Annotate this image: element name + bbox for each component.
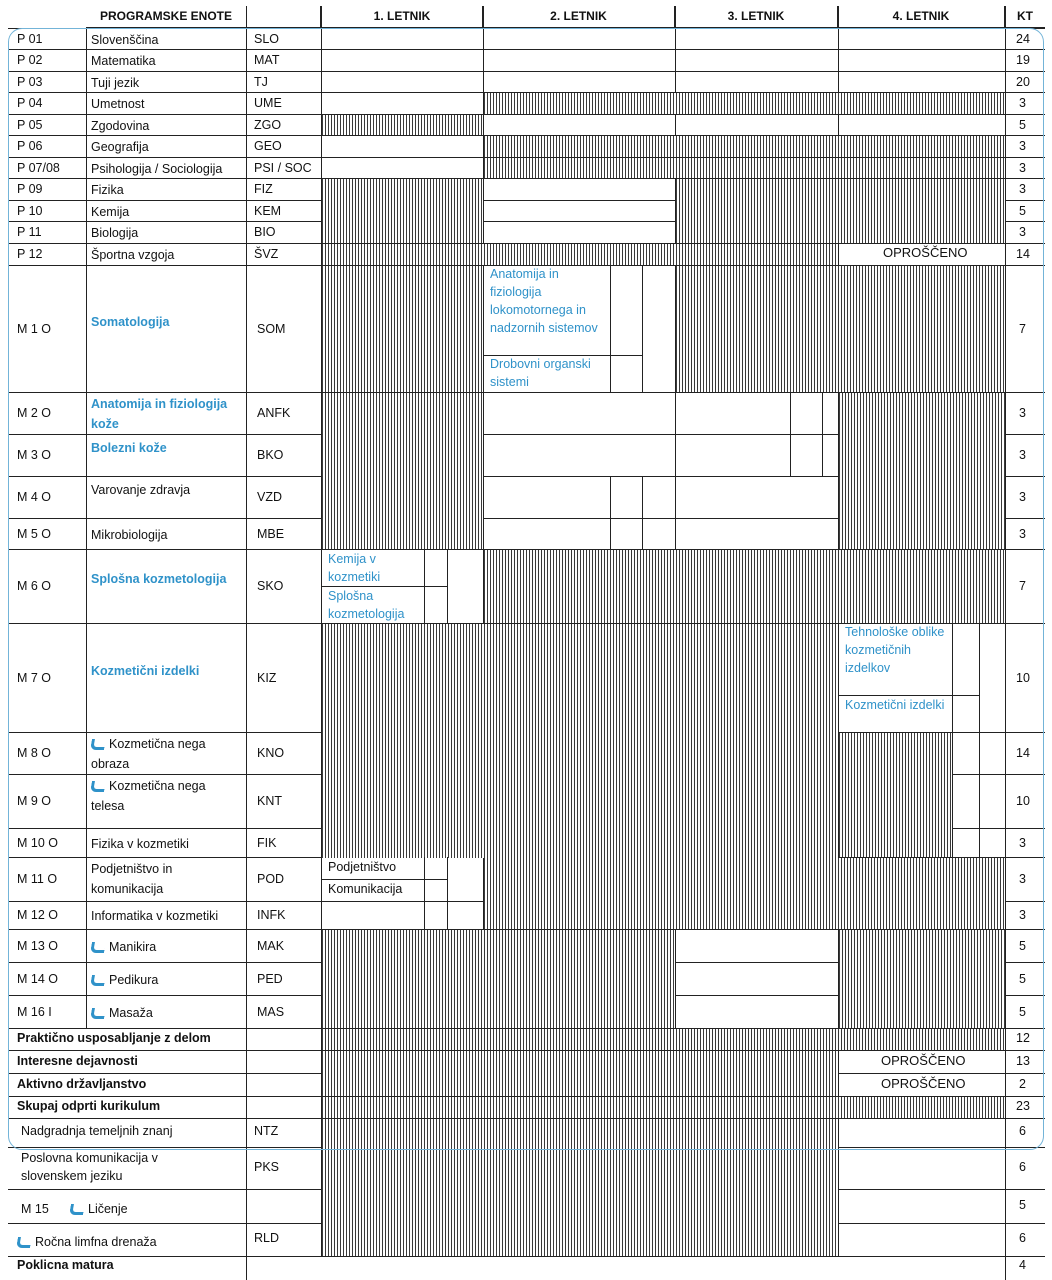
row-kt: 14 xyxy=(1016,746,1030,760)
sko-split-2 xyxy=(447,549,448,623)
row-name-text: Zgodovina xyxy=(91,118,150,133)
row-code: M 9 O xyxy=(17,794,52,808)
row-kt: 5 xyxy=(1019,203,1026,218)
row-code: M 7 O xyxy=(17,670,52,685)
hatch-pod xyxy=(484,858,1005,929)
rld-kt: 6 xyxy=(1019,1231,1026,1245)
kiz-split-1 xyxy=(952,623,953,857)
ntz-label: Nadgradnja temeljnih znanj xyxy=(21,1124,173,1138)
row-code: P 04 xyxy=(17,96,43,110)
row-name xyxy=(91,73,241,93)
ad-oprosceno: OPROŠČENO xyxy=(881,1076,966,1091)
mak-sub-line-2 xyxy=(676,995,838,996)
row-code: M 10 O xyxy=(17,835,58,850)
row-abbr: BKO xyxy=(257,448,284,462)
row-kt: 3 xyxy=(1019,139,1026,153)
row-kt: 5 xyxy=(1019,1004,1026,1019)
row-kt: 3 xyxy=(1019,160,1026,175)
row-name-text: Somatologija xyxy=(91,314,170,329)
row-name xyxy=(91,970,241,990)
kiz-sub-2: Kozmetični izdelki xyxy=(845,698,945,712)
row-name-text: Kozmetični izdelki xyxy=(91,663,200,678)
header-programske-enote: PROGRAMSKE ENOTE xyxy=(86,6,246,28)
row-abbr: MBE xyxy=(257,526,285,541)
row-kt: 3 xyxy=(1019,448,1026,462)
row-abbr: MAS xyxy=(257,1004,285,1019)
row-name xyxy=(91,480,241,500)
row-name-text: Kozmetična nega telesa xyxy=(91,779,206,813)
hatch-skin-1 xyxy=(322,393,483,549)
m15-kt: 5 xyxy=(1019,1198,1026,1212)
row-name-text: Psihologija / Sociologija xyxy=(91,161,223,176)
ad-kt: 2 xyxy=(1019,1077,1026,1091)
kiz-split-2 xyxy=(979,623,980,857)
row-abbr: SOM xyxy=(257,321,286,336)
hatch-som-1 xyxy=(322,266,483,392)
hatch-p12 xyxy=(322,244,838,265)
row-kt: 3 xyxy=(1019,526,1026,541)
hatch-skin-4 xyxy=(839,393,1005,549)
row-name xyxy=(91,525,241,545)
rld-abbr: RLD xyxy=(254,1231,280,1245)
header-line xyxy=(8,28,1045,29)
row-name-text: Pedikura xyxy=(109,972,159,987)
row-name xyxy=(91,312,241,332)
row-kt: 7 xyxy=(1019,579,1026,593)
vzd-split-2 xyxy=(642,476,643,549)
som-split-2 xyxy=(642,265,643,392)
row-abbr: FIZ xyxy=(254,182,273,196)
row-abbr: INFK xyxy=(257,908,286,922)
pm-label: Poklicna matura xyxy=(17,1258,114,1272)
pod-sub-2: Komunikacija xyxy=(328,882,403,896)
row-name-text: Tuji jezik xyxy=(91,75,140,90)
sko-sub-2: Splošna kozmetologija xyxy=(328,589,405,621)
row-kt: 5 xyxy=(1019,938,1026,953)
row-abbr: ŠVZ xyxy=(254,247,279,261)
row-name-text: Fizika xyxy=(91,183,124,197)
row-code: P 07/08 xyxy=(17,160,60,175)
hatch-id xyxy=(322,1051,838,1096)
id-kt: 13 xyxy=(1016,1054,1030,1068)
hatch-kno-4 xyxy=(839,733,952,857)
row-name-text: Anatomija in fiziologija kože xyxy=(91,397,228,431)
row-name-text: Umetnost xyxy=(91,97,145,111)
col-line-b xyxy=(246,6,247,1280)
row-abbr: PED xyxy=(257,971,283,986)
row-code: P 09 xyxy=(17,182,43,196)
pks-abbr: PKS xyxy=(254,1160,280,1174)
row-name xyxy=(91,776,241,816)
row-name-text: Varovanje zdravja xyxy=(91,483,191,497)
hatch-pud xyxy=(322,1029,1005,1050)
row-kt: 10 xyxy=(1016,794,1030,808)
row-code: M 14 O xyxy=(17,971,58,986)
m15-name: Ličenje xyxy=(88,1202,128,1216)
hatch-ntz xyxy=(322,1119,838,1256)
row-abbr: MAT xyxy=(254,53,280,67)
ntz-abbr: NTZ xyxy=(254,1124,279,1138)
module-icon xyxy=(90,781,106,792)
row-abbr: VZD xyxy=(257,490,282,504)
row-abbr: POD xyxy=(257,872,285,886)
pod-split-1 xyxy=(424,857,425,929)
row-kt: 19 xyxy=(1016,53,1030,67)
header-letnik-2: 2. LETNIK xyxy=(483,6,675,28)
row-name-text: Fizika v kozmetiki xyxy=(91,836,189,851)
row-abbr: KNO xyxy=(257,746,285,760)
pod-sub-1: Podjetništvo xyxy=(328,860,397,874)
row-name xyxy=(91,137,241,157)
hatch-ume xyxy=(484,93,1005,114)
pod-split-2 xyxy=(447,857,448,929)
row-code: M 3 O xyxy=(17,448,52,462)
hatch-ok xyxy=(322,1097,1005,1118)
row-code: M 4 O xyxy=(17,490,52,504)
hatch-mak-4 xyxy=(839,930,1005,1028)
row-kt: 3 xyxy=(1019,490,1026,504)
row-abbr: BIO xyxy=(254,225,276,239)
row-name-text: Mikrobiologija xyxy=(91,527,168,542)
row-name xyxy=(91,223,241,243)
row-abbr: KNT xyxy=(257,794,282,808)
sko-sub-1: Kemija v kozmetiki xyxy=(328,552,381,584)
row-kt: 3 xyxy=(1019,908,1026,922)
col-line-kt xyxy=(1005,6,1006,1280)
row-abbr: KIZ xyxy=(257,670,277,685)
hatch-psi xyxy=(484,158,1005,178)
row-code: P 03 xyxy=(17,74,43,89)
pks-label: Poslovna komunikacija v slovenskem jeziku xyxy=(21,1151,158,1183)
row-kt: 5 xyxy=(1019,971,1026,986)
row-kt: 3 xyxy=(1019,835,1026,850)
row-name xyxy=(91,202,241,222)
row-abbr: PSI / SOC xyxy=(254,160,312,175)
row-name xyxy=(91,734,241,774)
row-code: M 5 O xyxy=(17,526,52,541)
summary-line xyxy=(8,1256,1045,1257)
kiz-sub-1: Tehnološke oblike kozmetičnih izdelkov xyxy=(845,625,945,675)
row-name xyxy=(91,245,241,265)
ad-label: Aktivno državljanstvo xyxy=(17,1077,147,1091)
row-name xyxy=(91,1003,241,1023)
row-kt: 10 xyxy=(1016,670,1030,685)
m15-label xyxy=(70,1200,128,1218)
row-name-text: Biologija xyxy=(91,226,139,240)
row-abbr: KEM xyxy=(254,203,282,218)
rld-label xyxy=(17,1233,157,1251)
row-code: M 2 O xyxy=(17,406,52,420)
som-sub-2: Drobovni organski sistemi xyxy=(490,357,591,389)
row-name-text: Masaža xyxy=(109,1005,153,1020)
hatch-kiz xyxy=(322,624,838,858)
hatch-nat-1 xyxy=(322,179,483,243)
row-name-text: Športna vzgoja xyxy=(91,248,175,262)
hatch-zgo xyxy=(322,115,483,135)
row-name xyxy=(91,438,241,458)
row-code: P 11 xyxy=(17,225,42,239)
row-abbr: UME xyxy=(254,96,282,110)
row-name xyxy=(91,661,241,681)
pud-label: Praktično usposabljanje z delom xyxy=(17,1031,211,1045)
row-name xyxy=(91,569,241,589)
row-name-text: Geografija xyxy=(91,140,149,154)
header-kt: KT xyxy=(1005,6,1045,28)
row-abbr: SKO xyxy=(257,579,284,593)
p12-oprosceno: OPROŠČENO xyxy=(883,245,968,260)
row-name-text: Informatika v kozmetiki xyxy=(91,909,219,923)
row-kt: 3 xyxy=(1019,406,1026,420)
row-kt: 3 xyxy=(1019,872,1026,886)
row-name-text: Manikira xyxy=(109,939,157,954)
row-name xyxy=(91,116,241,136)
anfk-sub-line xyxy=(676,434,838,435)
row-name-text: Slovenščina xyxy=(91,32,159,47)
row-name-text: Matematika xyxy=(91,54,156,68)
module-icon xyxy=(90,942,106,953)
row-name xyxy=(91,859,241,899)
id-oprosceno: OPROŠČENO xyxy=(881,1053,966,1068)
row-code: M 8 O xyxy=(17,746,52,760)
row-kt: 3 xyxy=(1019,96,1026,110)
ntz-kt: 6 xyxy=(1019,1124,1026,1138)
row-code: M 1 O xyxy=(17,321,52,336)
hatch-nat-3 xyxy=(676,179,1005,243)
row-code: P 06 xyxy=(17,139,43,153)
row-abbr: GEO xyxy=(254,139,282,153)
row-name xyxy=(91,834,241,854)
row-kt: 24 xyxy=(1016,31,1030,46)
row-name xyxy=(91,937,241,957)
m15-code: M 15 xyxy=(21,1202,49,1216)
row-name xyxy=(91,51,241,71)
mak-sub-line xyxy=(676,962,838,963)
row-name xyxy=(91,30,241,50)
hatch-sko xyxy=(484,550,1005,623)
row-name-text: Podjetništvo in komunikacija xyxy=(91,862,173,896)
row-name-text: Kozmetična nega obraza xyxy=(91,737,206,771)
row-kt: 20 xyxy=(1016,74,1030,89)
row-abbr: SLO xyxy=(254,31,280,46)
row-code: M 11 O xyxy=(17,872,58,886)
row-code: M 6 O xyxy=(17,579,52,593)
header-letnik-1: 1. LETNIK xyxy=(321,6,483,28)
col-line-a xyxy=(86,28,87,1028)
ok-kt: 23 xyxy=(1016,1099,1030,1113)
row-name xyxy=(91,94,241,114)
row-code: M 12 O xyxy=(17,908,58,922)
row-abbr: ZGO xyxy=(254,117,282,132)
pud-kt: 12 xyxy=(1016,1031,1030,1045)
row-name-text: Splošna kozmetologija xyxy=(91,572,227,586)
ok-label: Skupaj odprti kurikulum xyxy=(17,1099,161,1113)
module-icon xyxy=(16,1237,32,1248)
pks-kt: 6 xyxy=(1019,1160,1026,1174)
row-name xyxy=(91,159,241,179)
pm-kt: 4 xyxy=(1019,1258,1026,1272)
rld-name: Ročna limfna drenaža xyxy=(35,1235,157,1249)
som-sub-1: Anatomija in fiziologija lokomotornega in nadzornih sistemov xyxy=(490,267,598,335)
module-icon xyxy=(90,1008,106,1019)
header-abbr-blank xyxy=(246,6,321,28)
row-code: M 13 O xyxy=(17,938,58,953)
row-name xyxy=(91,394,241,434)
row-code: P 01 xyxy=(17,31,43,46)
id-label: Interesne dejavnosti xyxy=(17,1054,138,1068)
row-kt: 7 xyxy=(1019,321,1026,336)
vzd-sub-line xyxy=(484,518,642,519)
hatch-geo xyxy=(484,136,1005,157)
row-abbr: MAK xyxy=(257,938,285,953)
row-code: P 10 xyxy=(17,203,43,218)
row-abbr: ANFK xyxy=(257,406,291,420)
row-code: M 16 I xyxy=(17,1004,52,1019)
module-icon xyxy=(90,739,106,750)
row-kt: 3 xyxy=(1019,225,1026,239)
hatch-mak-1 xyxy=(322,930,675,1028)
row-code: P 05 xyxy=(17,117,43,132)
hatch-som-3 xyxy=(676,266,1005,392)
row-abbr: TJ xyxy=(254,74,268,89)
row-code: P 02 xyxy=(17,53,43,67)
row-kt: 3 xyxy=(1019,182,1026,196)
som-split-1 xyxy=(610,265,611,392)
row-kt: 5 xyxy=(1019,117,1026,132)
row-name-text: Bolezni kože xyxy=(91,441,167,455)
row-name xyxy=(91,906,241,926)
vzd-split-1 xyxy=(610,476,611,549)
row-kt: 14 xyxy=(1016,247,1030,261)
module-icon xyxy=(69,1204,85,1215)
row-name xyxy=(91,180,241,200)
row-code: P 12 xyxy=(17,247,43,261)
row-abbr: FIK xyxy=(257,835,277,850)
header-letnik-4: 4. LETNIK xyxy=(838,6,1005,28)
header-letnik-3: 3. LETNIK xyxy=(675,6,838,28)
row-name-text: Kemija xyxy=(91,204,130,219)
module-icon xyxy=(90,975,106,986)
